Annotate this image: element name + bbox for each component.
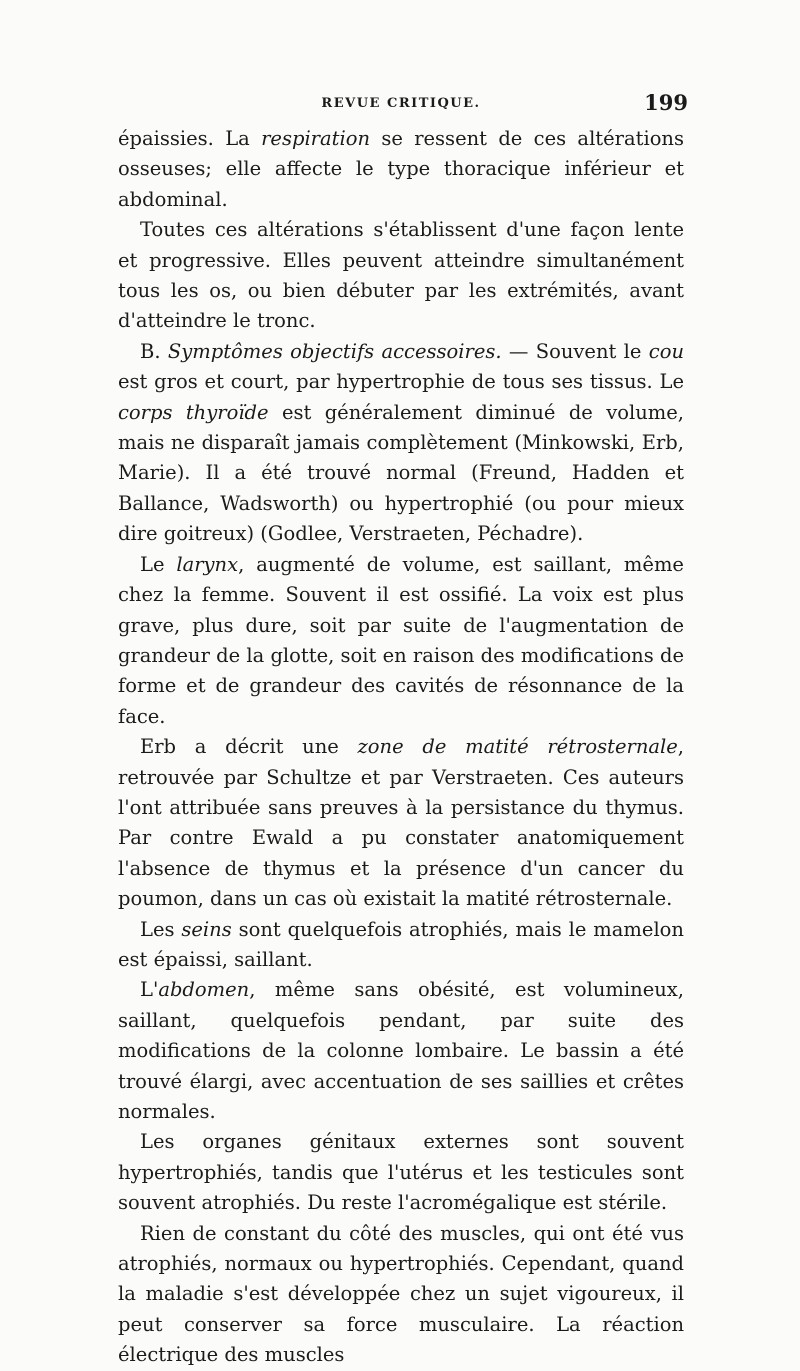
book-page bbox=[118, 90, 688, 1367]
paragraph-respiration bbox=[118, 124, 684, 215]
text-run: L' bbox=[140, 978, 159, 1002]
text-run: , retrouvée par Schultze et par Verstraeten. Ces auteurs l'ont attribuée sans preuves à la persistance du thymus. Par contre Ewald a pu constater anatomiquement l'absence de thymus et la présence d'un cancer du poumon, dans un cas où existait la matité rétrosternale. bbox=[118, 735, 684, 911]
italic-term: respiration bbox=[261, 127, 371, 150]
paragraph-symptomes-objectifs bbox=[118, 337, 684, 550]
text-run: — Souvent le bbox=[501, 339, 649, 363]
text-run: se ressent de ces altérations osseuses; elle affecte le type thoracique inférieur et abdominal. bbox=[118, 127, 685, 211]
paragraph-seins bbox=[118, 915, 684, 976]
body-text bbox=[118, 124, 684, 1371]
paragraph-alterations bbox=[118, 215, 684, 337]
italic-term: abdomen bbox=[158, 978, 250, 1002]
text-run: est gros et court, par hypertrophie de tous ses tissus. Le bbox=[118, 370, 684, 394]
text-run: Rien de constant du côté des muscles, qui ont été vus atrophiés, normaux ou hypertrophiés. Cependant, quand la maladie s'est développée chez un sujet vigoureux, il peut conserver sa force musculaire. La réaction électrique des muscles bbox=[118, 1221, 684, 1367]
text-run: Les bbox=[140, 917, 182, 941]
text-run: Toutes ces altérations s'établissent d'une façon lente et progressive. Elles peuvent atteindre simultanément tous les os, ou bien débuter par les extrémités, avant d'atteindre le tronc. bbox=[118, 218, 684, 333]
text-run: Erb a décrit une bbox=[140, 735, 358, 759]
running-head: REVUE CRITIQUE. bbox=[321, 96, 481, 111]
paragraph-muscles bbox=[118, 1219, 684, 1371]
paragraph-abdomen bbox=[118, 975, 684, 1127]
page-header bbox=[118, 90, 688, 124]
text-run: , augmenté de volume, est saillant, même chez la femme. Souvent il est ossifié. La voix est plus grave, plus dure, soit par suite de l'augmentation de grandeur de la glotte, soit en raison des modifications de forme et de grandeur des cavités de résonnance de la face. bbox=[118, 552, 684, 728]
italic-term: corps thyroïde bbox=[118, 400, 269, 424]
page-number: 199 bbox=[644, 90, 688, 115]
text-run: B. bbox=[140, 339, 168, 363]
text-run: sont quelquefois atrophiés, mais le mamelon est épaissi, saillant. bbox=[118, 917, 684, 971]
paragraph-larynx bbox=[118, 550, 684, 732]
paragraph-organes-genitaux bbox=[118, 1127, 684, 1218]
italic-term: Symptômes objectifs accessoires. bbox=[167, 339, 502, 363]
text-run: épaissies. La bbox=[118, 127, 262, 150]
italic-term: cou bbox=[648, 339, 685, 363]
text-run: , même sans obésité, est volumineux, saillant, quelquefois pendant, par suite des modifications de la colonne lombaire. Le bassin a été trouvé élargi, avec accentuation de ses saillies et crêtes normales. bbox=[118, 978, 684, 1123]
text-run: Les organes génitaux externes sont souvent hypertrophiés, tandis que l'utérus et les testicules sont souvent atrophiés. Du reste l'acromégalique est stérile. bbox=[118, 1130, 684, 1215]
text-run: Le bbox=[140, 552, 177, 576]
italic-term: seins bbox=[181, 917, 232, 941]
text-run: est généralement diminué de volume, mais ne disparaît jamais complètement (Minkowski, Erb, Marie). Il a été trouvé normal (Freund, Hadden et Ballance, Wadsworth) ou hypertrophié (ou pour mieux dire goitreux) (Godlee, Verstraeten, Péchadre). bbox=[118, 400, 684, 546]
paragraph-zone-matite bbox=[118, 732, 684, 914]
italic-term: larynx bbox=[176, 552, 239, 576]
italic-term: zone de matité rétrosternale bbox=[357, 735, 678, 759]
